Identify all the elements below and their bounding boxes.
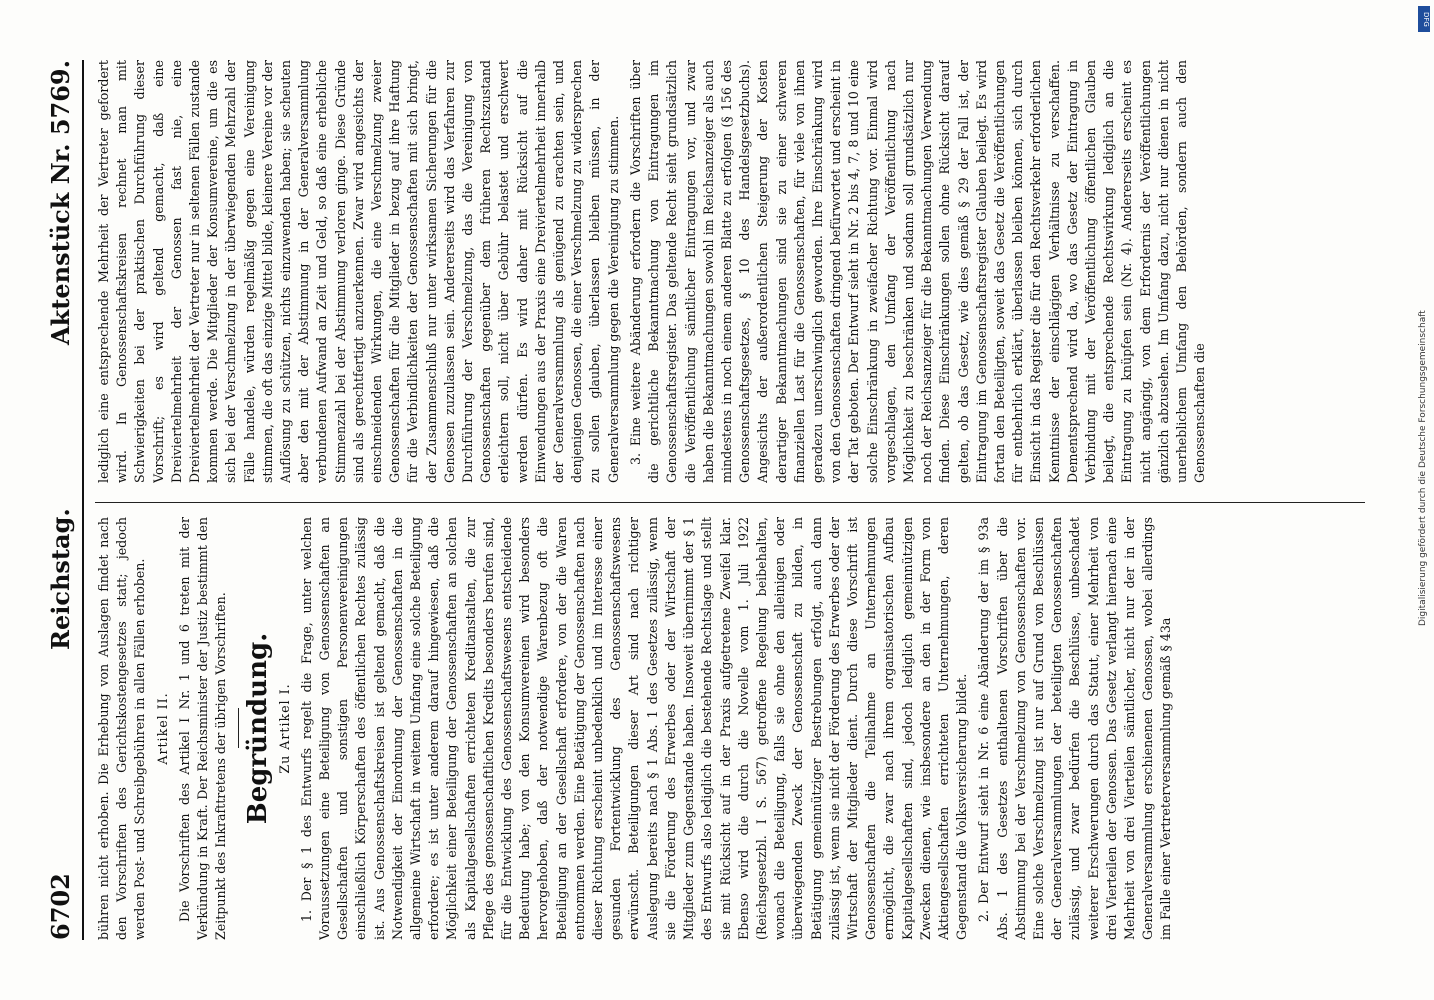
paragraph: Die Vorschriften des Artikel I Nr. 1 und 6 treten mit der Verkündung in Kraft. Der Reichsminister der Justiz bestimmt den Zeitpunkt des Inkrafttretens der übrigen Vorschriften. [176,517,229,940]
header-title: Reichstag. [46,508,75,650]
paragraph: bühren nicht erhoben. Die Erhebung von Auslagen findet nach den Vorschriften des Gerichtskostengesetzes statt; jedoch werden Post- und Schreibgebühren in allen Fällen erhoben. [96,517,148,940]
page-number: 6702 [46,873,75,940]
page-header [40,60,80,940]
separator [238,709,239,749]
begruendung-heading: Begründung. [243,632,274,825]
header-rule [82,60,84,940]
section-heading: Zu Artikel I. [276,683,292,774]
left-column [95,517,1365,940]
column-divider [95,502,1365,503]
dfg-logo: DFG [1418,6,1430,32]
paragraph: 1. Der § 1 des Entwurfs regelt die Frage, unter welchen Voraussetzungen eine Beteiligung von Genossenschaften an Gesellschaften und sonstigen Personenvereinigungen einschließlich Körperschaften des öffentlichen Rechtes zulässig ist. Aus Genossenschaftskreisen ist geltend gemacht, daß die Notwendigkeit der Einordnung der Genossenschaften in die allgemeine Wirtschaft in weitem Umfang eine solche Beteiligung erfordere; es ist unter anderem darauf hingewiesen, daß die Möglichkeit einer Beteiligung der Genossenschaften an solchen als Kapitalgesellschaften errichteten Kreditanstalten, die zur Pflege des genossenschaftlichen Kredits besonders berufen sind, für die Entwicklung des Genossenschaftswesens entscheidende Bedeutung habe; von den Konsumvereinen wird besonders hervorgehoben, daß der notwendige Warenbezug oft die Beteiligung an der Gesellschaft erfordere, von der die Waren entnommen werden. Eine Betätigung der Genossenschaften nach dieser Richtung erscheint unbedenklich und im Interesse einer gesunden Fortentwicklung des Genossenschaftswesens erwünscht. Beteiligungen dieser Art sind nach richtiger Auslegung bereits nach § 1 Abs. 1 des Gesetzes zulässig, wenn sie die Förderung des Erwerbes oder der Wirtschaft der Mitglieder zum Gegenstande haben. Insoweit übernimmt der § 1 des Entwurfs also lediglich die bestehende Rechtslage und stellt sie mit Rücksicht auf in der Praxis aufgetretene Zweifel klar. Ebenso wird die durch die Novelle vom 1. Juli 1922 (Reichsgesetzbl. I S. 567) getroffene Regelung beibehalten, wonach die Beteiligung, falls sie ohne den alleinigen oder überwiegenden Zweck der Genossenschaft zu bilden, in Betätigung gemeinnütziger Bestrebungen erfolgt, auch dann zulässig ist, wenn sie nicht der Förderung des Erwerbes oder der Wirtschaft der Mitglieder dient. Durch diese Vorschrift ist Genossenschaften die Teilnahme an Unternehmungen ermöglicht, die zwar nach ihrem organisatorischen Aufbau Kapitalgesellschaften sind, jedoch lediglich gemeinnützigen Zwecken dienen, wie insbesondere an den in der Form von Aktiengesellschaften errichteten Unternehmungen, deren Gegenstand die Volksversicherung bildet. [298,517,970,940]
right-column [95,60,1365,483]
paragraph: lediglich eine entsprechende Mehrheit der Vertreter gefordert wird. In Genossenschaftskreisen rechnet man mit Schwierigkeiten bei der praktischen Durchführung dieser Vorschrift; es wird geltend gemacht, daß eine Dreiviertelmehrheit der Genossen fast nie, eine Dreiviertelmehrheit der Vertreter nur in seltenen Fällen zustande kommen werde. Die Mitglieder der Konsumvereine, um die es sich bei der Verschmelzung in der überwiegenden Mehrzahl der Fälle handele, würden regelmäßig gegen eine Vereinigung stimmen, die oft das einzige Mittel bilde, kleinere Vereine vor der Auflösung zu schützen, nichts einzuwenden haben; sie scheuten aber den mit der Abstimmung in der Generalversammlung verbundenen Aufwand an Zeit und Geld, so daß eine erhebliche Stimmenzahl bei der Abstimmung verloren ginge. Diese Gründe sind als gerechtfertigt anzuerkennen. Zwar wird angesichts der einschneidenden Wirkungen, die eine Verschmelzung zweier Genossenschaften für die Mitglieder in bezug auf ihre Haftung für die Verbindlichkeiten der Genossenschaften mit sich bringt, der Zusammenschluß nur unter wirksamen Sicherungen für die Genossen zuzulassen sein. Andererseits wird das Verfahren zur Durchführung der Verschmelzung, das die Vereinigung von Genossenschaften gegenüber dem früheren Rechtszustand erleichtern soll, nicht über Gebühr belastet und erschwert werden dürfen. Es wird daher mit Rücksicht auf die Einwendungen aus der Praxis eine Dreiviertelmehrheit innerhalb der Generalversammlung als genügend zu erachten sein, und denjenigen Genossen, die einer Verschmelzung zu widersprechen zu sollen glauben, überlassen bleiben müssen, in der Generalversammlung gegen die Vereinigung zu stimmen. [96,60,621,483]
paragraph: 3. Eine weitere Abänderung erfordern die Vorschriften über die gerichtliche Bekanntmachung von Eintragungen im Genossenschaftsregister. Das geltende Recht sieht grundsätzlich die Veröffentlichung sämtlicher Eintragungen vor, und zwar haben die Bekanntmachungen sowohl im Reichsanzeiger als auch mindestens in noch einem anderen Blatte zu erfolgen (§ 156 des Genossenschaftsgesetzes, § 10 des Handelsgesetzbuchs). Angesichts der außerordentlichen Steigerung der Kosten derartiger Bekanntmachungen sind sie zu einer schweren finanziellen Last für die Genossenschaften, für viele von ihnen geradezu unerschwinglich geworden. Ihre Einschränkung wird von den Genossenschaften dringend befürwortet und erscheint in der Tat geboten. Der Entwurf sieht in Nr. 2 bis 4, 7, 8 und 10 eine solche Einschränkung in zweifacher Richtung vor. Einmal wird vorgeschlagen, den Umfang der Veröffentlichung nach Möglichkeit zu beschränken und sodann soll grundsätzlich nur noch der Reichsanzeiger für die Bekanntmachungen Verwendung finden. Diese Einschränkungen sollen ohne Rücksicht darauf gelten, ob das Gesetz, wie dies gemäß § 29 der Fall ist, der Eintragung im Genossenschaftsregister Glauben beilegt. Es wird fortan den Beteiligten, soweit das Gesetz die Veröffentlichungen für entbehrlich erklärt, überlassen bleiben können, sich durch Einsicht in das Register die für den Rechtsverkehr erforderlichen Kenntnisse der einschlägigen Verhältnisse zu verschaffen. Dementsprechend wird da, wo das Gesetz der Eintragung in Verbindung mit der Veröffentlichung öffentlichen Glauben beilegt, die entsprechende Rechtswirkung lediglich an die Eintragung zu knüpfen sein (Nr. 4). Andererseits erscheint es nicht angängig, von dem Erfordernis der Veröffentlichungen gänzlich abzusehen. Im Umfang dazu, nicht nur dienen in nicht unerheblichem Umfang den Behörden, sondern auch den Genossenschaften die [627,60,1208,483]
paragraph: 2. Der Entwurf sieht in Nr. 6 eine Abänderung der im § 93a Abs. 1 des Gesetzes enthaltenen Vorschriften über die Abstimmung bei der Verschmelzung von Genossenschaften vor. Eine solche Verschmelzung ist nur auf Grund von Beschlüssen der Generalversammlungen der beteiligten Genossenschaften zulässig, und zwar bedürfen die Beschlüsse, unbeschadet weiterer Erschwerungen durch das Statut, einer Mehrheit von drei Vierteilen der Genossen. Das Gesetz verlangt hiernach eine Mehrheit von drei Vierteilen sämtlicher, nicht nur der in der Generalversammlung erschienenen Genossen, wobei allerdings im Falle einer Vertreterversammlung gemäß § 43a [976,517,1174,940]
digitization-credit: Digitalisierung gefördert durch die Deutsche Forschungsgemeinschaft [1418,310,1428,626]
section-heading: Artikel II. [154,692,170,765]
header-document-number: Aktenstück Nr. 5769. [46,60,75,345]
